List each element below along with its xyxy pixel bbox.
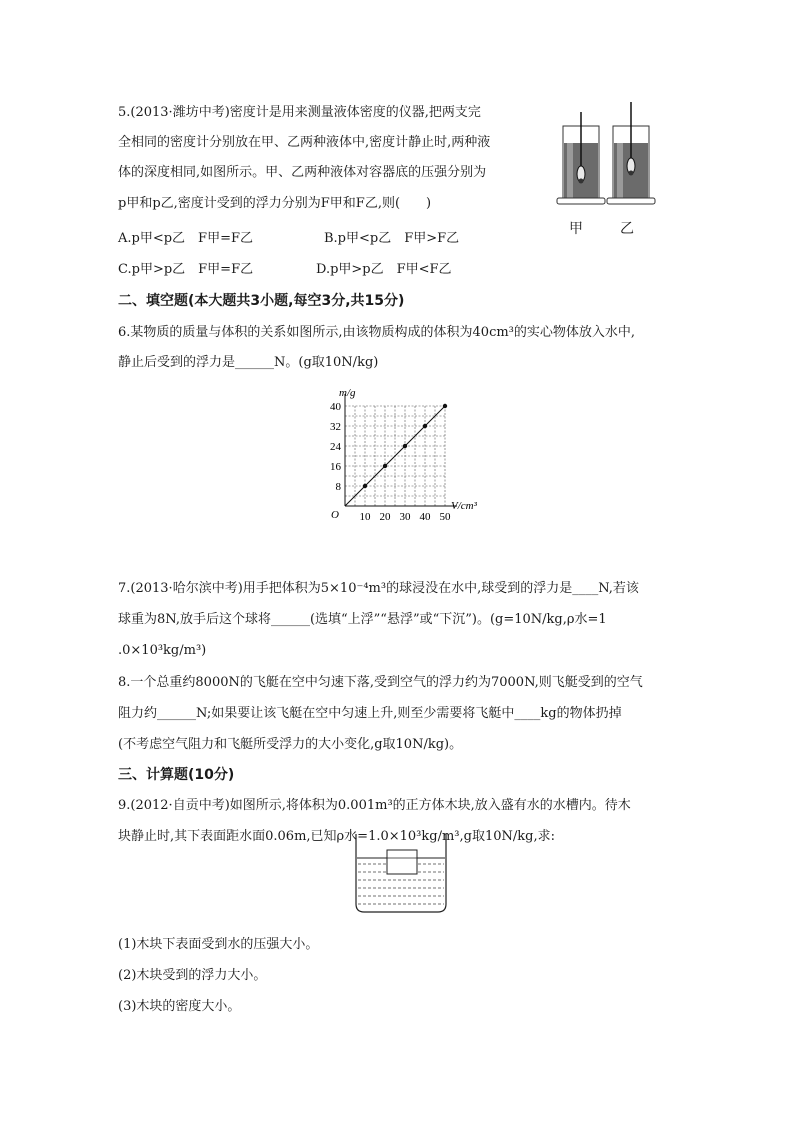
cylinder-yi — [607, 102, 655, 204]
q8-line-1: 8.一个总重约8000N的飞艇在空中匀速下落,受到空气的浮力约为7000N,则飞艇受到的空气 — [118, 675, 643, 690]
x-tick-label: 40 — [419, 511, 431, 523]
section-2-heading: 二、填空题(本大题共3小题,每空3分,共15分) — [118, 293, 405, 309]
q5-option-b: B.p甲<p乙 F甲>F乙 — [324, 231, 460, 246]
section-3-heading: 三、计算题(10分) — [118, 767, 235, 783]
x-tick-label: 10 — [359, 511, 371, 523]
q5-option-c: C.p甲>p乙 F甲=F乙 — [118, 262, 254, 277]
x-tick-label: 20 — [379, 511, 391, 523]
hydrometer-figure — [555, 98, 667, 216]
y-tick-label: 8 — [335, 481, 341, 493]
y-tick-label: 24 — [330, 441, 341, 453]
q9-sub-1: (1)木块下表面受到水的压强大小。 — [118, 937, 319, 952]
q7-line-2: 球重为8N,放手后这个球将______(选填“上浮”“悬浮”或“下沉”)。(g=10N/kg,ρ水=1 — [118, 612, 607, 627]
cylinder-jia — [557, 112, 605, 204]
fig-label-yi: 乙 — [620, 221, 634, 237]
q9-line-2: 块静止时,其下表面距水面0.06m,已知ρ水=1.0×10³kg/m³,g取10N/kg,求: — [118, 829, 555, 844]
x-tick-label: 30 — [399, 511, 411, 523]
y-tick-label: 16 — [330, 461, 341, 473]
y-tick-label: 32 — [330, 421, 341, 433]
q7-line-3: .0×10³kg/m³) — [118, 643, 207, 658]
x-axis-label: V/cm³ — [451, 500, 477, 512]
q8-line-3: (不考虑空气阻力和飞艇所受浮力的大小变化,g取10N/kg)。 — [118, 737, 463, 752]
q5-option-a: A.p甲<p乙 F甲=F乙 — [118, 231, 253, 246]
q5-line-1: 5.(2013·潍坊中考)密度计是用来测量液体密度的仪器,把两支完 — [118, 105, 481, 120]
mass-volume-chart — [310, 384, 490, 530]
x-tick-label: 50 — [439, 511, 451, 523]
q9-line-1: 9.(2012·自贡中考)如图所示,将体积为0.001m³的正方体木块,放入盛有水的水槽内。待木 — [118, 798, 631, 813]
data-point — [443, 404, 447, 408]
q5-option-d: D.p甲>p乙 F甲<F乙 — [316, 262, 452, 277]
data-point — [363, 484, 367, 488]
y-tick-label: 40 — [330, 401, 341, 413]
data-point — [383, 464, 387, 468]
q8-line-2: 阻力约______N;如果要让该飞艇在空中匀速上升,则至少需要将飞艇中____kg的物体扔掉 — [118, 706, 622, 721]
q9-sub-2: (2)木块受到的浮力大小。 — [118, 968, 267, 983]
q9-sub-3: (3)木块的密度大小。 — [118, 999, 241, 1014]
wood-block — [387, 850, 417, 874]
q6-line-2: 静止后受到的浮力是______N。(g取10N/kg) — [118, 355, 379, 370]
q7-line-1: 7.(2013·哈尔滨中考)用手把体积为5×10⁻⁴m³的球浸没在水中,球受到的浮力是____N,若该 — [118, 581, 639, 596]
y-axis-label: m/g — [339, 387, 356, 399]
data-point — [423, 424, 427, 428]
origin-label: O — [331, 509, 339, 521]
q5-line-3: 体的深度相同,如图所示。甲、乙两种液体对容器底的压强分别为 — [118, 165, 487, 180]
q5-line-2: 全相同的密度计分别放在甲、乙两种液体中,密度计静止时,两种液 — [118, 135, 491, 150]
fig-label-jia: 甲 — [569, 221, 583, 237]
water-tank-figure — [350, 834, 452, 916]
data-point — [403, 444, 407, 448]
q5-line-4: p甲和p乙,密度计受到的浮力分别为F甲和F乙,则( ) — [118, 196, 432, 211]
q6-line-1: 6.某物质的质量与体积的关系如图所示,由该物质构成的体积为40cm³的实心物体放入水中, — [118, 325, 636, 340]
